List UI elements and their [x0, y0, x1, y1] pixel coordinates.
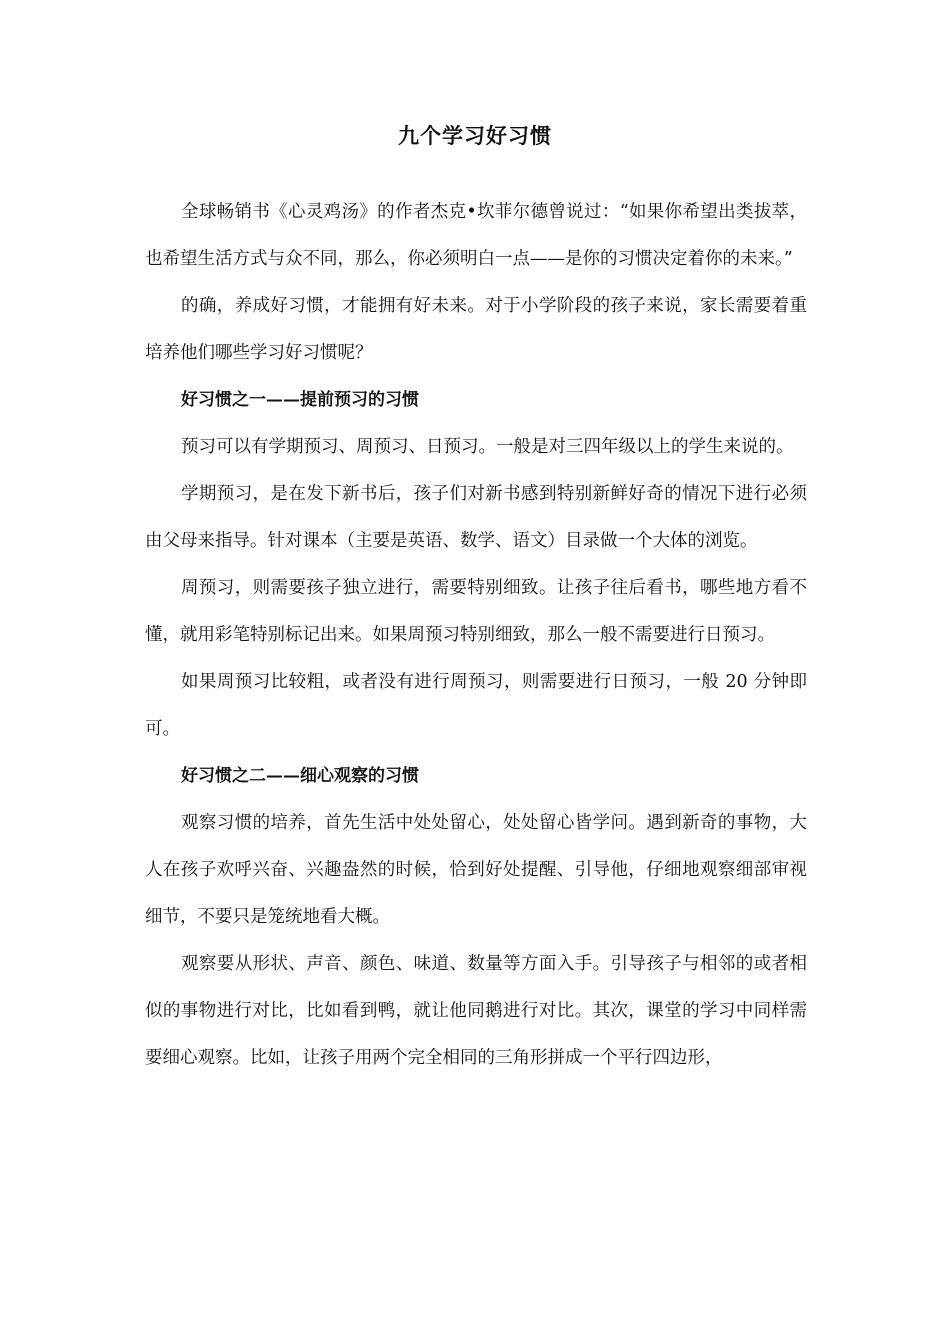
paragraph-observation-habit: 观察习惯的培养，首先生活中处处留心，处处留心皆学问。遇到新奇的事物，大人在孩子欢呼兴奋、兴趣盎然的时候，恰到好处提醒、引导他，仔细地观察细部审视细节，不要只是笼统地看大概。 [145, 813, 807, 927]
document-body [145, 189, 807, 1082]
paragraph-week-preview: 周预习，则需要孩子独立进行，需要特别细致。让孩子往后看书，哪些地方看不懂，就用彩笔特别标记出来。如果周预习特别细致，那么一般不需要进行日预习。 [145, 578, 807, 645]
paragraph-intro-quote: 全球畅销书《心灵鸡汤》的作者杰克•坎菲尔德曾说过：“如果你希望出类拔萃，也希望生活方式与众不同，那么，你必须明白一点——是你的习惯决定着你的未来。” [145, 202, 807, 269]
paragraph-term-preview: 学期预习，是在发下新书后，孩子们对新书感到特别新鲜好奇的情况下进行必须由父母来指导。针对课本（主要是英语、数学、语文）目录做一个大体的浏览。 [145, 484, 807, 551]
section-heading-1: 好习惯之一——提前预习的习惯 [181, 390, 419, 410]
document-title: 九个学习好习惯 [398, 123, 552, 148]
paragraph-day-preview: 如果周预习比较粗，或者没有进行周预习，则需要进行日预习，一般 20 分钟即可。 [145, 672, 807, 739]
paragraph-preview-types: 预习可以有学期预习、周预习、日预习。一般是对三四年级以上的学生来说的。 [181, 437, 794, 457]
paragraph-intro-question: 的确，养成好习惯，才能拥有好未来。对于小学阶段的孩子来说，家长需要着重培养他们哪些学习好习惯呢？ [145, 296, 807, 363]
section-heading-2: 好习惯之二——细心观察的习惯 [181, 766, 419, 786]
paragraph-observation-method: 观察要从形状、声音、颜色、味道、数量等方面入手。引导孩子与相邻的或者相似的事物进行对比，比如看到鸭，就让他同鹅进行对比。其次，课堂的学习中同样需要细心观察。比如，让孩子用两个完全相同的三角形拼成一个平行四边形， [145, 954, 807, 1068]
